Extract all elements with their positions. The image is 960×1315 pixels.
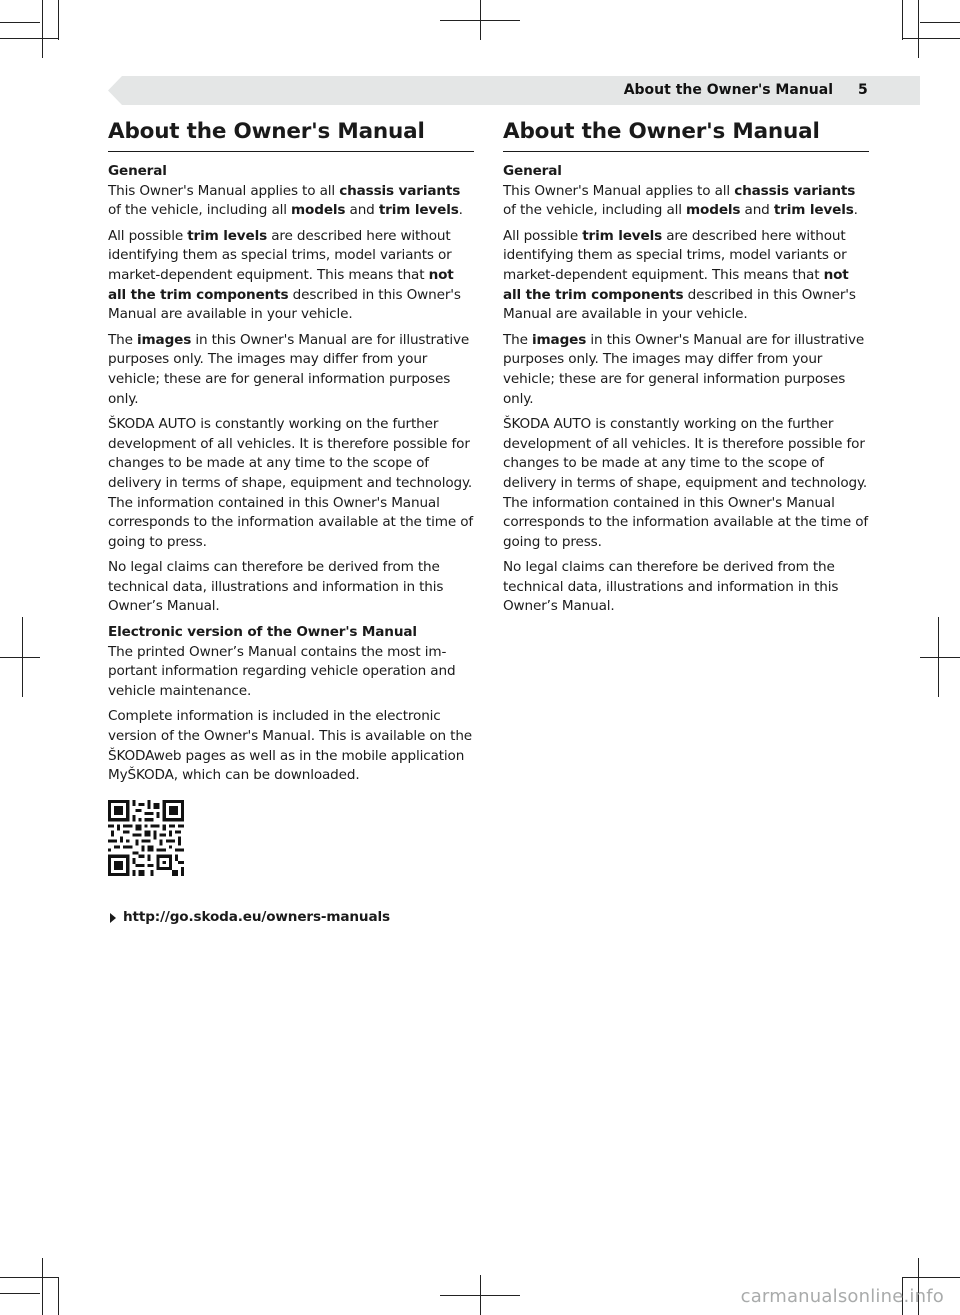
bold-term: chassis variants (339, 182, 461, 199)
paragraph (503, 331, 869, 409)
text: . (458, 202, 463, 219)
link-text[interactable]: http://go.skoda.eu/owners-manuals (123, 908, 390, 925)
text: All possible (503, 227, 583, 244)
text: are described here without identifying them as special trims, model variants or market-dependent equipment. This means that (503, 227, 847, 283)
bold-term: trim levels (773, 202, 854, 219)
section-body (503, 162, 869, 617)
subheading-general: General (503, 163, 562, 179)
paragraph (108, 623, 474, 701)
text: described in this Owner's Manual are available in your vehicle. (503, 286, 856, 323)
right-column (503, 118, 869, 623)
paragraph: ŠKODA AUTO is constantly working on the further development of all vehicles. It is therefore possible for changes to be made at any time to the scope of delivery in terms of shape, equipment and technology. The information contained in this Owner's Manual corresponds to the information available at the time of going to press. (108, 416, 474, 550)
text: of the vehicle, including all (503, 202, 687, 219)
qr-code-icon[interactable] (108, 800, 184, 876)
bold-term: models (291, 202, 346, 219)
text: in this Owner's Manual are for illustrative purposes only. The images may differ from your vehicle; these are for general information purposes only. (108, 331, 470, 407)
paragraph (108, 331, 474, 409)
paragraph: No legal claims can therefore be derived from the technical data, illustrations and information in this Owner’s Manual. (503, 559, 839, 615)
bold-term: trim levels (378, 202, 459, 219)
bold-term: not all the trim components (108, 266, 454, 303)
section-heading: About the Owner's Manual (503, 118, 869, 152)
paragraph: No legal claims can therefore be derived from the technical data, illustrations and information in this Owner’s Manual. (108, 559, 444, 615)
bold-term: trim levels (582, 227, 663, 244)
bold-term: models (686, 202, 741, 219)
paragraph: ŠKODA AUTO is constantly working on the further development of all vehicles. It is therefore possible for changes to be made at any time to the scope of delivery in terms of shape, equipment and technology. The information contained in this Owner's Manual corresponds to the information available at the time of going to press. (503, 416, 869, 550)
text: and (740, 202, 774, 219)
text: This Owner's Manual applies to all (108, 182, 340, 199)
text: The (108, 331, 138, 348)
subheading-general: General (108, 163, 167, 179)
text: All possible (108, 227, 188, 244)
bold-term: images (137, 331, 192, 348)
owners-manual-link[interactable] (108, 908, 474, 928)
header-title: About the Owner's Manual (623, 82, 833, 98)
watermark: carmanualsonline.info (740, 1286, 944, 1307)
paragraph (108, 162, 474, 221)
subheading-electronic: Electronic version of the Owner's Manual (108, 624, 417, 641)
paragraph: Complete information is included in the electronic version of the Owner's Manual. This is available on the ŠKODAweb pages as well as in the mobile application MyŠKODA, which can be downloaded. (108, 708, 472, 784)
paragraph (503, 227, 869, 325)
page-number: 5 (858, 82, 868, 98)
left-column (108, 118, 474, 927)
bold-term: chassis variants (734, 182, 856, 199)
section-heading: About the Owner's Manual (108, 118, 474, 152)
paragraph (503, 162, 869, 221)
bold-term: images (532, 331, 587, 348)
bold-term: not all the trim components (503, 266, 849, 303)
arrow-right-icon (110, 913, 116, 923)
section-body (108, 162, 474, 927)
text: The (503, 331, 533, 348)
text: described in this Owner's Manual are available in your vehicle. (108, 286, 461, 323)
bold-term: trim levels (187, 227, 268, 244)
text: of the vehicle, including all (108, 202, 292, 219)
text: and (345, 202, 379, 219)
text: This Owner's Manual applies to all (503, 182, 735, 199)
text: . (853, 202, 858, 219)
text: are described here without identifying them as special trims, model variants or market-dependent equipment. This means that (108, 227, 452, 283)
paragraph (108, 227, 474, 325)
text: The printed Owner’s Manual contains the most important information regarding vehicle operation and vehicle maintenance. (108, 643, 456, 699)
text: in this Owner's Manual are for illustrative purposes only. The images may differ from your vehicle; these are for general information purposes only. (503, 331, 865, 407)
